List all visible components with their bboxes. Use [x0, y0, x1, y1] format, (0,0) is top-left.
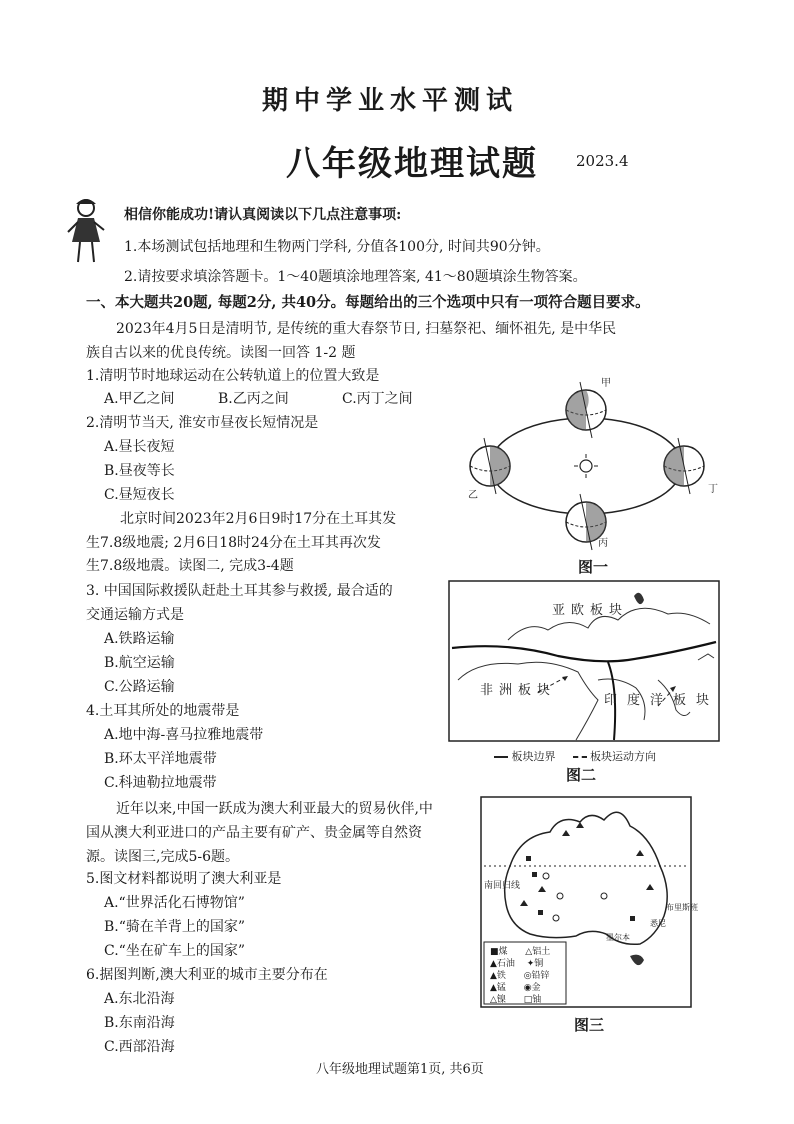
figure-3-caption: 图三	[574, 1016, 605, 1034]
q5-option-c: C.“坐在矿车上的国家”	[104, 943, 245, 959]
fig2-legend-direction: 板块运动方向	[590, 750, 656, 763]
section-1-heading: 一、本大题共20题, 每题2分, 共40分。每题给出的三个选项中只有一项符合题目要求。	[86, 294, 650, 311]
legend-nickel: 镍	[496, 995, 506, 1005]
notice-item-2: 2.请按要求填涂答题卡。1～40题填涂地理答案, 41～80题填涂生物答案。	[124, 269, 587, 285]
intro-2-line-3: 生7.8级地震。读图二, 完成3-4题	[86, 558, 294, 574]
q5-option-a: A.“世界活化石博物馆”	[104, 895, 245, 911]
q2-option-c: C.昼短夜长	[104, 487, 175, 503]
fig2-label-indian: 印度洋板块	[604, 693, 720, 708]
notice-item-1: 1.本场测试包括地理和生物两门学科, 分值各100分, 时间共90分钟。	[124, 239, 550, 255]
uranium-icon: □	[523, 995, 533, 1005]
fig1-label-bing: 丙	[598, 538, 608, 549]
fig3-label-bulisiban: 布里斯班	[666, 903, 698, 912]
fig1-label-ding: 丁	[708, 484, 718, 495]
q3-option-b: B.航空运输	[104, 655, 175, 671]
q4-option-c: C.科迪勒拉地震带	[104, 775, 217, 791]
earth-globe-right	[664, 438, 704, 494]
q4-stem: 4.土耳其所处的地震带是	[86, 703, 240, 719]
intro-2-line-2: 生7.8级地震; 2月6日18时24分在土耳其再次发	[86, 535, 381, 551]
fig2-label-eurasia: 亚欧板块	[552, 603, 629, 618]
fig2-legend-boundary: 板块边界	[511, 750, 556, 763]
gold-icon: ◉	[523, 983, 532, 993]
fig2-legend	[494, 748, 656, 764]
legend-oil: 石油	[496, 959, 515, 969]
q6-stem: 6.据图判断,澳大利亚的城市主要分布在	[86, 967, 328, 983]
q6-option-c: C.西部沿海	[104, 1039, 175, 1055]
lead-zinc-icon: ◎	[523, 971, 532, 981]
intro-3-line-2: 国从澳大利亚进口的产品主要有矿产、贵金属等自然资	[86, 825, 422, 841]
legend-bauxite: 铝土	[532, 947, 551, 957]
q6-option-b: B.东南沿海	[104, 1015, 175, 1031]
q6-option-a: A.东北沿海	[104, 991, 175, 1007]
figure-2-plate-map	[448, 580, 720, 742]
q4-option-a: A.地中海-喜马拉雅地震带	[104, 727, 264, 743]
legend-solid-line-icon	[494, 756, 508, 758]
oil-icon: ▲	[490, 959, 497, 969]
legend-iron: 铁	[496, 971, 506, 981]
legend-gold: 金	[531, 983, 541, 993]
legend-uranium: 铀	[532, 995, 542, 1005]
q2-option-a: A.昼长夜短	[104, 439, 175, 455]
coal-icon: ■	[490, 947, 499, 957]
legend-lead-zinc: 铅锌	[531, 971, 550, 981]
q3-stem-line-2: 交通运输方式是	[86, 607, 184, 623]
q1-option-c: C.丙丁之间	[342, 391, 413, 407]
intro-1-line-1: 2023年4月5日是清明节, 是传统的重大春祭节日, 扫墓祭祀、缅怀祖先, 是中华民	[116, 321, 617, 337]
intro-2-line-1: 北京时间2023年2月6日9时17分在土耳其发	[120, 511, 397, 527]
fig3-legend	[490, 946, 550, 1006]
copper-icon: ✦	[526, 959, 535, 969]
earth-globe-top	[566, 382, 606, 438]
q1-stem: 1.清明节时地球运动在公转轨道上的位置大致是	[86, 368, 380, 384]
legend-coal: 煤	[498, 947, 508, 957]
q5-stem: 5.图文材料都说明了澳大利亚是	[86, 871, 282, 887]
figure-2-caption: 图二	[566, 766, 597, 784]
q1-option-b: B.乙丙之间	[218, 391, 289, 407]
fig1-label-yi: 乙	[468, 490, 478, 501]
q2-option-b: B.昼夜等长	[104, 463, 175, 479]
legend-dashed-arrow-icon	[573, 756, 587, 758]
manganese-icon: ▲	[490, 983, 497, 993]
fig3-label-moerben: 墨尔本	[606, 933, 630, 942]
q4-option-b: B.环太平洋地震带	[104, 751, 217, 767]
fig2-label-africa: 非洲板块	[480, 683, 557, 698]
fig3-label-nanhuilin: 南回归线	[484, 881, 521, 891]
fig1-label-jia: 甲	[601, 378, 611, 389]
earth-globe-left	[470, 438, 510, 494]
page-footer: 八年级地理试题第1页, 共6页	[316, 1062, 484, 1077]
figure-1-caption: 图一	[578, 558, 609, 576]
nickel-icon: △	[490, 995, 497, 1005]
q1-option-a: A.甲乙之间	[104, 391, 175, 407]
bauxite-icon: △	[525, 947, 533, 957]
girl-illustration-icon	[66, 196, 106, 268]
q5-option-b: B.“骑在羊背上的国家”	[104, 919, 246, 935]
intro-3-line-1: 近年以来,中国一跃成为澳大利亚最大的贸易伙伴,中	[116, 801, 433, 817]
figure-1-orbit-diagram	[458, 374, 726, 550]
exam-title-top: 期中学业水平测试	[262, 86, 519, 116]
intro-3-line-3: 源。读图三,完成5-6题。	[86, 849, 239, 865]
exam-title-main: 八年级地理试题	[286, 144, 538, 184]
exam-date: 2023.4	[576, 152, 629, 170]
legend-manganese: 锰	[496, 983, 506, 993]
q2-stem: 2.清明节当天, 淮安市昼夜长短情况是	[86, 415, 319, 431]
iron-icon: ▲	[490, 971, 497, 981]
fig3-label-xini: 悉尼	[650, 919, 666, 928]
legend-copper: 铜	[534, 959, 544, 969]
sun-icon	[574, 454, 598, 478]
intro-1-line-2: 族自古以来的优良传统。读图一回答 1-2 题	[86, 345, 356, 361]
q3-option-c: C.公路运输	[104, 679, 175, 695]
q3-option-a: A.铁路运输	[104, 631, 175, 647]
q3-stem-line-1: 3. 中国国际救援队赶赴土耳其参与救援, 最合适的	[86, 583, 393, 599]
notice-heading: 相信你能成功!请认真阅读以下几点注意事项:	[124, 207, 402, 223]
